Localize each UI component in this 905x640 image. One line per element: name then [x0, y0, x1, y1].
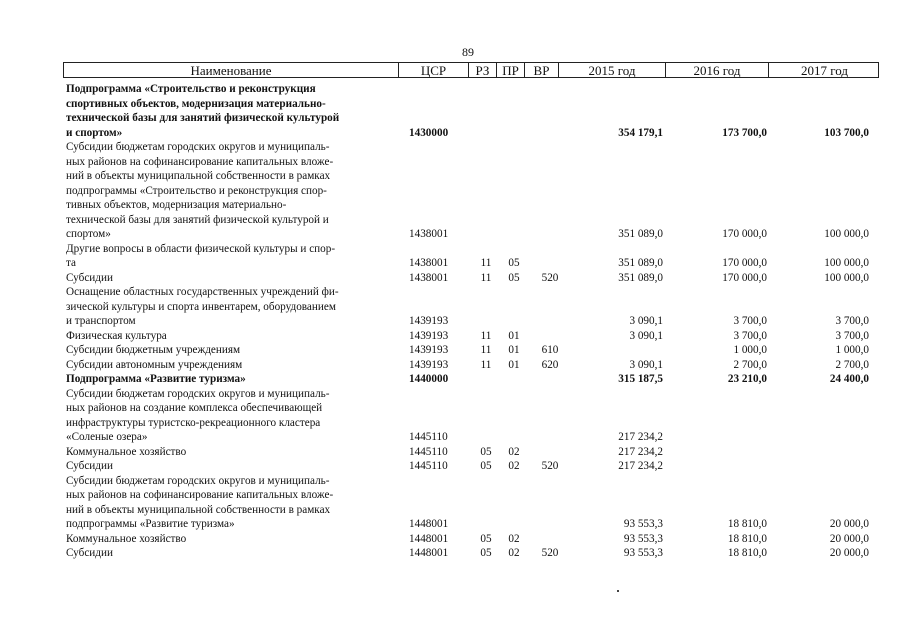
row-name-line: подпрограммы «Развитие туризма» [66, 518, 235, 530]
row-name [66, 329, 386, 344]
table-row [66, 271, 879, 286]
row-y2016: 170 000,0 [722, 228, 767, 240]
row-y2017: 1 000,0 [835, 344, 869, 356]
table-row [66, 358, 879, 373]
row-name [66, 387, 386, 445]
row-name [66, 372, 386, 387]
table-row [66, 343, 879, 358]
row-name-line: Субсидии бюджетам городских округов и муниципаль- [66, 387, 330, 400]
row-y2016: 173 700,0 [722, 126, 767, 139]
row-y2017: 20 000,0 [829, 547, 869, 559]
header-2015: 2015 год [558, 63, 665, 77]
row-y2015: 93 553,3 [623, 547, 663, 559]
table-row [66, 372, 879, 387]
row-name [66, 140, 386, 242]
row-name-line: технической базы для занятий физической культурой [66, 112, 340, 124]
row-name-line: Субсидии бюджетам городских округов и муниципаль- [66, 474, 330, 487]
row-y2016: 23 210,0 [727, 373, 767, 385]
row-name [66, 358, 386, 373]
row-y2016: 170 000,0 [722, 271, 767, 284]
row-name-line: технической базы для занятий физической культурой и [66, 213, 329, 226]
row-name-line: тивных объектов, модернизация материально- [66, 199, 287, 211]
row-pr: 02 [508, 547, 520, 559]
row-y2015: 93 553,3 [623, 532, 663, 545]
row-name [66, 343, 386, 358]
row-name-line: спортом» [66, 228, 111, 240]
row-rz: 11 [480, 257, 492, 269]
row-pr: 05 [508, 257, 520, 269]
row-name-line: ний в объекты муниципальной собственности в рамках [66, 170, 331, 182]
row-csr: 1430000 [409, 126, 449, 139]
row-y2017: 2 700,0 [835, 358, 869, 371]
header-name: Наименование [190, 63, 272, 78]
row-name [66, 271, 386, 286]
row-name-line: Физическая культура [66, 329, 167, 342]
table-row [66, 459, 879, 474]
table-row [66, 329, 879, 344]
row-y2015: 3 090,1 [629, 358, 663, 371]
table-row [66, 445, 879, 460]
row-name [66, 445, 386, 460]
row-name-line: Субсидии автономным учреждениям [66, 358, 243, 371]
header-rz: РЗ [468, 63, 496, 77]
row-y2016: 18 810,0 [727, 532, 767, 545]
row-rz: 11 [480, 271, 492, 284]
row-name-line: Оснащение областных государственных учреждений фи- [66, 286, 339, 298]
row-name [66, 242, 386, 271]
row-name-line: ний в объекты муниципальной собственности в рамках [66, 503, 331, 516]
row-y2017: 103 700,0 [824, 126, 869, 139]
row-rz: 05 [480, 547, 492, 559]
row-y2016: 3 700,0 [733, 315, 767, 327]
row-csr: 1448001 [409, 547, 449, 559]
row-name [66, 82, 386, 140]
row-csr: 1448001 [409, 532, 449, 545]
row-name-line: и транспортом [66, 315, 136, 327]
row-rz: 11 [480, 329, 492, 342]
row-name-line: и спортом» [66, 126, 123, 139]
row-name-line: Субсидии бюджетам городских округов и муниципаль- [66, 141, 330, 153]
row-vr: 520 [541, 547, 559, 559]
row-csr: 1448001 [409, 518, 449, 530]
row-y2017: 20 000,0 [829, 518, 869, 530]
row-pr: 01 [508, 329, 520, 342]
row-y2015: 217 234,2 [618, 445, 663, 458]
row-name-line: инфраструктуры туристско-рекреационного кластера [66, 416, 321, 429]
row-y2016: 170 000,0 [722, 257, 767, 269]
row-y2015: 217 234,2 [618, 460, 663, 472]
row-y2017: 20 000,0 [829, 532, 869, 545]
row-y2015: 315 187,5 [618, 373, 663, 385]
row-csr: 1445110 [409, 460, 448, 472]
row-csr: 1438001 [409, 228, 449, 240]
row-rz: 11 [480, 344, 492, 356]
row-pr: 01 [508, 358, 520, 371]
row-y2016: 3 700,0 [733, 329, 767, 342]
row-name [66, 459, 386, 474]
table-row [66, 242, 879, 271]
row-name [66, 532, 386, 547]
table-row [66, 532, 879, 547]
row-y2016: 18 810,0 [727, 547, 767, 559]
row-name-line: Подпрограмма «Строительство и реконструкция [66, 83, 316, 95]
row-name [66, 285, 386, 329]
row-csr: 1445110 [409, 431, 448, 443]
row-y2016: 18 810,0 [727, 518, 767, 530]
row-name-line: Субсидии бюджетным учреждениям [66, 344, 241, 356]
row-name-line: Коммунальное хозяйство [66, 445, 187, 458]
table-row [66, 387, 879, 445]
row-name-line: ных районов на создание комплекса обеспечивающей [66, 402, 323, 414]
row-pr: 02 [508, 532, 520, 545]
row-name-line: ных районов на софинансирование капитальных вложе- [66, 489, 334, 501]
row-csr: 1439193 [409, 315, 449, 327]
row-y2015: 217 234,2 [618, 431, 663, 443]
row-name [66, 546, 386, 561]
table-row [66, 140, 879, 242]
row-rz: 11 [480, 358, 492, 371]
row-rz: 05 [480, 445, 492, 458]
row-name-line: ных районов на софинансирование капитальных вложе- [66, 155, 334, 168]
header-vr: ВР [524, 63, 558, 77]
row-name-line: Субсидии [66, 271, 113, 284]
row-csr: 1445110 [409, 445, 448, 458]
row-pr: 01 [508, 344, 520, 356]
row-csr: 1439193 [409, 329, 449, 342]
row-name-line: Подпрограмма «Развитие туризма» [66, 373, 246, 385]
row-y2017: 100 000,0 [824, 228, 869, 240]
row-y2015: 351 089,0 [618, 257, 663, 269]
table-row [66, 474, 879, 532]
row-name-line: «Соленые озера» [66, 431, 148, 443]
row-rz: 05 [480, 532, 492, 545]
row-vr: 620 [541, 358, 559, 371]
stray-mark [617, 590, 619, 592]
row-csr: 1439193 [409, 358, 449, 371]
row-pr: 02 [508, 445, 520, 458]
header-2016: 2016 год [665, 63, 768, 77]
page-number: 89 [462, 45, 474, 59]
row-name [66, 474, 386, 532]
row-name-line: Другие вопросы в области физической культуры и спор- [66, 242, 336, 255]
row-y2016: 1 000,0 [733, 344, 767, 356]
header-csr: ЦСР [398, 63, 468, 77]
table-header [63, 62, 879, 78]
table-row [66, 546, 879, 561]
row-y2017: 3 700,0 [835, 329, 869, 342]
row-csr: 1438001 [409, 271, 449, 284]
row-csr: 1440000 [409, 373, 449, 385]
row-pr: 02 [508, 460, 520, 472]
row-vr: 610 [541, 344, 559, 356]
row-y2015: 351 089,0 [618, 228, 663, 240]
table-row [66, 285, 879, 329]
row-y2015: 354 179,1 [618, 126, 663, 139]
row-y2017: 100 000,0 [824, 257, 869, 269]
row-y2015: 3 090,1 [629, 315, 663, 327]
row-name-line: спортивных объектов, модернизация материально- [66, 97, 326, 110]
row-name-line: Субсидии [66, 460, 113, 472]
row-name-line: зической культуры и спорта инвентарем, оборудованием [66, 300, 336, 313]
row-y2017: 24 400,0 [829, 373, 869, 385]
row-name-line: Коммунальное хозяйство [66, 532, 187, 545]
row-csr: 1439193 [409, 344, 449, 356]
row-vr: 520 [541, 460, 559, 472]
row-name-line: подпрограммы «Строительство и реконструкция спор- [66, 184, 327, 197]
row-y2015: 3 090,1 [629, 329, 663, 342]
row-vr: 520 [541, 271, 559, 284]
row-y2015: 351 089,0 [618, 271, 663, 284]
row-name-line: та [66, 257, 76, 269]
row-rz: 05 [480, 460, 492, 472]
header-pr: ПР [496, 63, 524, 77]
row-csr: 1438001 [409, 257, 449, 269]
table-row [66, 82, 879, 140]
row-y2015: 93 553,3 [623, 518, 663, 530]
header-2017: 2017 год [768, 63, 880, 77]
row-pr: 05 [508, 271, 520, 284]
row-y2016: 2 700,0 [733, 358, 767, 371]
row-name-line: Субсидии [66, 547, 113, 559]
row-y2017: 3 700,0 [835, 315, 869, 327]
row-y2017: 100 000,0 [824, 271, 869, 284]
